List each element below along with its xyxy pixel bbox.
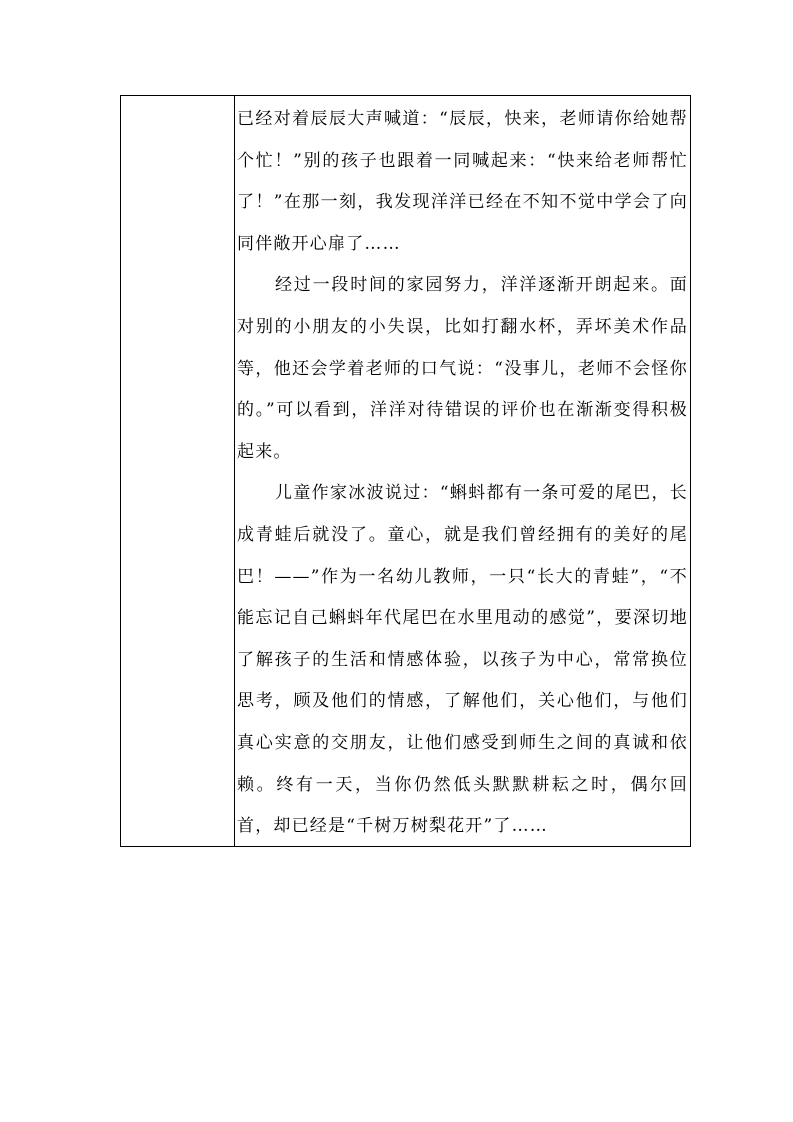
table-text-cell: [235, 96, 690, 846]
content-table: [120, 95, 691, 847]
paragraph-conclusion: 儿童作家冰波说过：“蝌蚪都有一条可爱的尾巴，长成青蛙后就没了。童心，就是我们曾经拥有的美好的尾巴！——”作为一名幼儿教师，一只“长大的青蛙”，“不能忘记自己蝌蚪年代尾巴在水里甩动的感觉”，要深切地了解孩子的生活和情感体验，以孩子为中心，常常换位思考，顾及他们的情感，了解他们，关心他们，与他们真心实意的交朋友，让他们感受到师生之间的真诚和依赖。终有一天，当你仍然低头默默耕耘之时，偶尔回首，却已经是“千树万树梨花开”了……: [237, 483, 688, 837]
table-left-cell: [121, 96, 235, 846]
paragraph-continuation: 已经对着辰辰大声喊道：“辰辰，快来，老师请你给她帮个忙！”别的孩子也跟着一同喊起来：“快来给老师帮忙了！”在那一刻，我发现洋洋已经在不知不觉中学会了向同伴敞开心扉了……: [237, 109, 688, 254]
paragraph-yangyang-progress: 经过一段时间的家园努力，洋洋逐渐开朗起来。面对别的小朋友的小失误，比如打翻水杯，弄坏美术作品等，他还会学着老师的口气说：“没事儿，老师不会怪你的。”可以看到，洋洋对待错误的评价也在渐渐变得积极起来。: [237, 275, 688, 462]
